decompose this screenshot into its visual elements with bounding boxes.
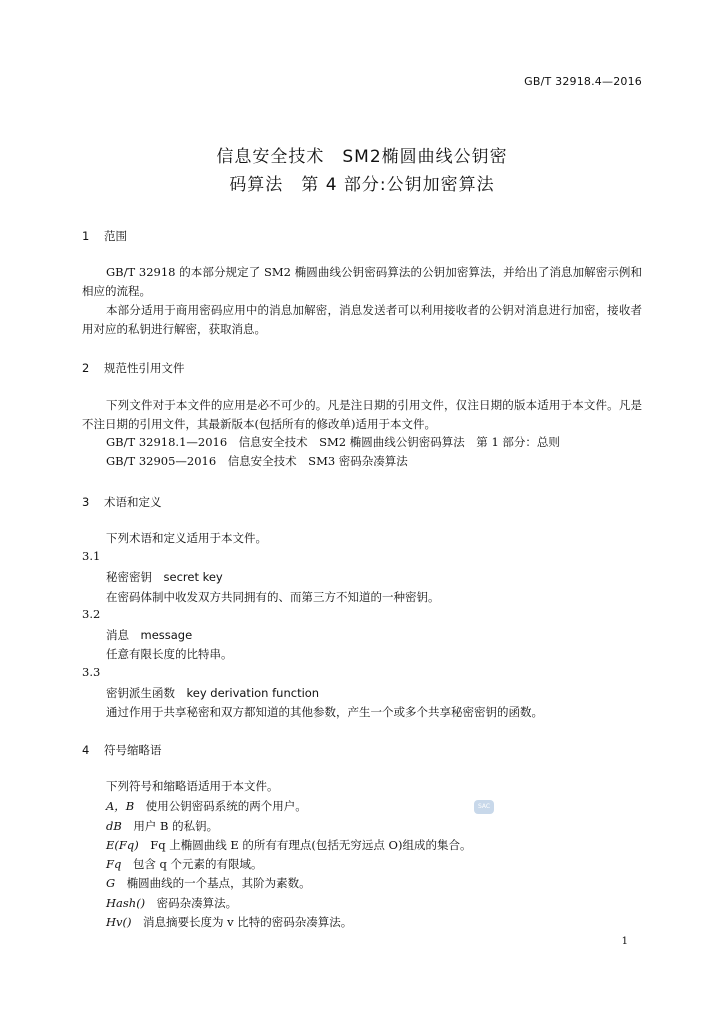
term-name: 密钥派生函数 key derivation function — [106, 686, 320, 700]
document-title-line1: 信息安全技术 SM2椭圆曲线公钥密 — [216, 147, 508, 167]
symbol-row — [106, 818, 218, 834]
symbol-description: 使用公钥密码系统的两个用户。 — [145, 799, 307, 813]
section-number: 3 — [82, 495, 90, 509]
section-1-paragraph-1: GB/T 32918 的本部分规定了 SM2 椭圆曲线公钥密码算法的公钥加密算法，并给出了消息加解密示例和相应的流程。 — [82, 265, 642, 298]
symbol-row — [106, 798, 307, 814]
symbol-name: Hv() — [106, 915, 132, 929]
symbol-row — [106, 875, 311, 891]
section-1-heading — [82, 228, 127, 244]
symbol-name: E(Fq) — [106, 838, 139, 852]
section-title: 术语和定义 — [104, 495, 162, 509]
term-definition: 任意有限长度的比特串。 — [106, 647, 233, 661]
symbol-row — [106, 837, 471, 853]
section-2-paragraph-1: 下列文件对于本文件的应用是必不可少的。凡是注日期的引用文件，仅注日期的版本适用于本文件。凡是不注日期的引用文件，其最新版本(包括所有的修改单)适用于本文件。 — [82, 398, 642, 431]
section-number: 1 — [82, 229, 90, 243]
symbol-row — [106, 895, 237, 911]
section-number: 2 — [82, 361, 90, 375]
term-name: 秘密密钥 secret key — [106, 570, 223, 584]
symbol-description: Fq 上椭圆曲线 E 的所有有理点(包括无穷远点 O)组成的集合。 — [150, 838, 472, 852]
symbol-description: 消息摘要长度为 v 比特的密码杂凑算法。 — [143, 915, 353, 929]
section-number: 4 — [82, 743, 90, 757]
section-title: 范围 — [104, 229, 127, 243]
standard-code: GB/T 32918.4—2016 — [524, 75, 642, 88]
symbol-description: 椭圆曲线的一个基点，其阶为素数。 — [126, 876, 311, 890]
term-number: 3.3 — [82, 665, 101, 679]
symbol-name: A，B — [106, 799, 135, 813]
section-title: 符号缩略语 — [104, 743, 162, 757]
symbol-description: 包含 q 个元素的有限域。 — [132, 857, 263, 871]
section-3-heading — [82, 494, 162, 510]
symbol-name: Fq — [106, 857, 122, 871]
term-definition: 在密码体制中收发双方共同拥有的、而第三方不知道的一种密钥。 — [106, 590, 440, 604]
symbol-name: Hash() — [106, 896, 146, 910]
term-name: 消息 message — [106, 628, 193, 642]
symbol-description: 密码杂凑算法。 — [156, 896, 238, 910]
watermark-logo: SAC — [474, 800, 494, 814]
symbol-row — [106, 856, 263, 872]
symbol-name: dB — [106, 819, 122, 833]
term-number: 3.1 — [82, 549, 101, 563]
symbol-description: 用户 B 的私钥。 — [133, 819, 219, 833]
section-4-heading — [82, 742, 162, 758]
section-4-intro: 下列符号和缩略语适用于本文件。 — [106, 779, 279, 793]
term-definition: 通过作用于共享秘密和双方都知道的其他参数，产生一个或多个共享秘密密钥的函数。 — [106, 705, 543, 719]
section-3-intro: 下列术语和定义适用于本文件。 — [106, 531, 267, 545]
term-number: 3.2 — [82, 607, 101, 621]
document-title-line2: 码算法 第 4 部分:公钥加密算法 — [229, 175, 495, 195]
normative-reference-2: GB/T 32905—2016 信息安全技术 SM3 密码杂凑算法 — [106, 454, 408, 468]
section-2-heading — [82, 360, 185, 376]
symbol-name: G — [106, 876, 116, 890]
normative-reference-1: GB/T 32918.1—2016 信息安全技术 SM2 椭圆曲线公钥密码算法 第 1 部分：总则 — [106, 435, 560, 449]
section-1-paragraph-2: 本部分适用于商用密码应用中的消息加解密，消息发送者可以利用接收者的公钥对消息进行加密，接收者用对应的私钥进行解密，获取消息。 — [82, 303, 642, 336]
symbol-row — [106, 914, 352, 930]
page-number: 1 — [621, 936, 628, 947]
section-title: 规范性引用文件 — [104, 361, 185, 375]
